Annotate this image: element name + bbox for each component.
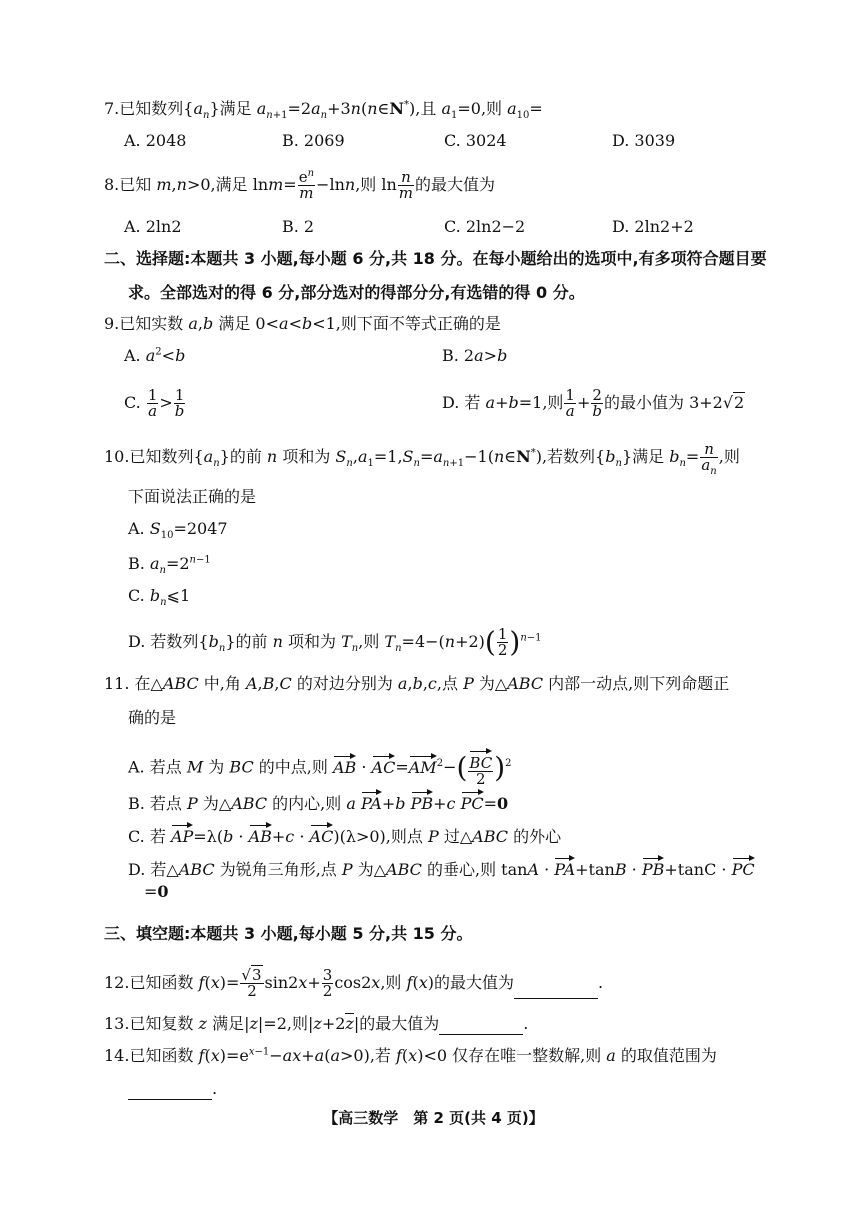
question-7-option-d: D. 3039 (612, 131, 676, 150)
question-8-option-d: D. 2ln2+2 (612, 217, 694, 236)
question-7-option-a: A. 2048 (124, 131, 187, 150)
question-11-stem-continued: 确的是 (128, 708, 177, 727)
section-2-heading-line-1: 二、选择题:本题共 3 小题,每小题 6 分,共 18 分。在每小题给出的选项中,有多项符合题目要 (104, 249, 767, 268)
question-13-answer-blank (439, 1016, 523, 1035)
question-8-option-c: C. 2ln2−2 (444, 217, 526, 236)
question-11-option-a: A. 若点 M 为 BC 的中点,则 AB · $AC=AM^2-$( $\frac{BC}{2}$ )$^2$ (128, 751, 512, 788)
section-3-heading: 三、填空题:本题共 3 小题,每小题 5 分,共 15 分。 (104, 924, 473, 943)
question-11-stem: 11. 在△ABC 中,角 A,B,C 的对边分别为 a,b,c,点 P 为△ABC 内部一动点,则下列命题正 (104, 674, 730, 693)
section-2-heading-line-2: 求。全部选对的得 6 分,部分选对的得部分分,有选错的得 0 分。 (128, 283, 585, 302)
question-11-option-b: B. 若点 P 为△ABC 的内心,则 a PA+b PB+c PC=0 (128, 790, 508, 815)
question-12-stem: 12.已知函数 f(x)= $\frac{√3}{2}$ sin2x+ $\frac{3}{2}$ cos2x,则 f(x)的最大值为 . (104, 966, 604, 1000)
question-12-answer-blank (514, 980, 598, 999)
question-9-option-c: C. $\frac{1}{a}$ > $\frac{1}{b}$ (124, 386, 185, 420)
question-11-option-d: D. 若△ABC 为锐角三角形,点 P 为△ABC 的垂心,则 tanA · PA+tanB · PB+tanC · PC =0 (128, 856, 755, 903)
question-13-stem: 13.已知复数 z 满足|z|=2,则|z+2z|的最大值为 . (104, 1014, 529, 1033)
question-10-option-d: D. 若数列$\{b_n\}$的前 n 项和为 $T_n$,则 $T_n=4-(n+2)$( $\frac{1}{2}$ )$^{n-1}$ (128, 625, 542, 659)
question-10-option-a: A. $S_{10}=2047$ (128, 519, 228, 542)
question-7-stem: 7.已知数列$\{a_n\}$满足 $a_{n+1}=2a_n+3n(n\in N^*)$,且 $a_1=0$,则 $a_{10}=$ (104, 99, 543, 122)
question-9-option-a: A. $a^2<b$ (124, 346, 186, 365)
question-10-option-b: B. $a_n=2^{n-1}$ (128, 554, 211, 577)
question-10-stem: 10.已知数列$\{a_n\}$的前 n 项和为 $S_n,a_1=1,S_n=a_{n+1}-1(n\in N^*)$,若数列$\{b_n\}$满足 $b_n=$ $\frac{n}{a_n}$ ,则 (104, 440, 740, 477)
question-9-option-d: D. 若 a+b=1,则 $\frac{1}{a}$ + $\frac{2}{b}$ 的最小值为 3+2√2 (442, 386, 745, 420)
question-8-stem: 8.已知 m,n>0,满足 lnm= $\frac{e^n}{m}$ −lnn,则 ln $\frac{n}{m}$ 的最大值为 (104, 168, 496, 202)
question-9-stem: 9.已知实数 a,b 满足 0<a<b<1,则下面不等式正确的是 (104, 314, 501, 333)
question-9-option-b: B. 2a>b (442, 346, 508, 365)
question-14-stem-continued: . (128, 1078, 217, 1100)
question-14-stem: 14.已知函数 $f(x)=e^{x-1}-ax+a(a>0)$,若 f(x)<0 仅存在唯一整数解,则 a 的取值范围为 (104, 1046, 717, 1065)
page-footer: 【高三数学 第 2 页(共 4 页)】 (323, 1109, 544, 1127)
question-14-answer-blank (128, 1081, 212, 1100)
question-10-option-c: C. $b_n⩽1$ (128, 586, 191, 609)
question-10-stem-continued: 下面说法正确的是 (128, 487, 257, 506)
question-8-option-a: A. 2ln2 (124, 217, 182, 236)
question-11-option-c: C. 若 AP=λ(b · AB+c · AC)(λ>0),则点 P 过△ABC 的外心 (128, 823, 561, 848)
question-7-option-c: C. 3024 (444, 131, 507, 150)
question-8-option-b: B. 2 (282, 217, 315, 236)
question-7-option-b: B. 2069 (282, 131, 345, 150)
